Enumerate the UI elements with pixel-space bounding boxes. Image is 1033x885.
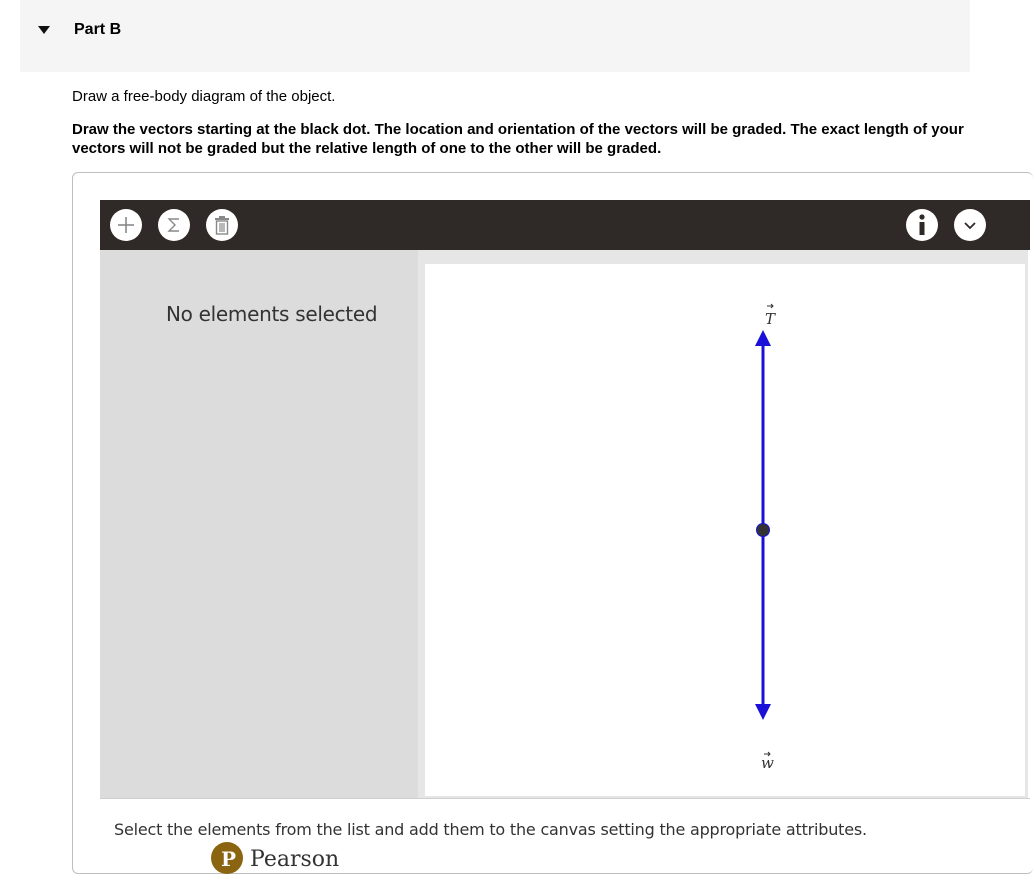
drawing-canvas[interactable]: [425, 264, 1025, 796]
plus-icon: [116, 215, 136, 235]
add-element-button[interactable]: [110, 209, 142, 241]
vector-w-text: w: [761, 754, 774, 772]
origin-dot[interactable]: [757, 524, 770, 537]
sigma-icon: [164, 215, 184, 235]
pearson-logo-mark: [210, 840, 350, 880]
menu-button[interactable]: [954, 209, 986, 241]
part-title[interactable]: Part B: [74, 21, 122, 38]
pearson-logo: [210, 840, 350, 872]
instruction-bold-text: Draw the vectors starting at the black dot. The location and orientation of the vectors will be graded. The exact length of your vectors will not be graded but the relative length of one to the other will be graded.: [72, 121, 964, 157]
info-button[interactable]: [906, 209, 938, 241]
trash-icon: [213, 215, 231, 235]
vector-t-text: T: [765, 310, 776, 328]
delete-button[interactable]: [206, 209, 238, 241]
vector-w-arrowhead[interactable]: [755, 704, 771, 720]
selection-status: No elements selected: [166, 302, 378, 326]
part-header[interactable]: [20, 0, 970, 72]
footer-instruction: Select the elements from the list and add them to the canvas setting the appropriate attributes.: [114, 820, 867, 839]
fbd-drawing: [425, 264, 1025, 796]
properties-panel: [100, 250, 418, 798]
divider: [100, 798, 1030, 799]
info-icon: [912, 213, 932, 237]
vector-w-label: [761, 752, 774, 772]
chevron-down-icon: [962, 217, 978, 233]
collapse-caret-icon[interactable]: [38, 26, 50, 34]
pearson-brand-text: Pearson: [250, 847, 340, 872]
vector-t-arrowhead[interactable]: [755, 330, 771, 346]
vector-t-label: [765, 304, 776, 328]
svg-text:P: P: [221, 847, 237, 871]
tool-toolbar: [100, 200, 1030, 250]
instruction-text: Draw a free-body diagram of the object.: [72, 88, 336, 105]
sum-button[interactable]: [158, 209, 190, 241]
